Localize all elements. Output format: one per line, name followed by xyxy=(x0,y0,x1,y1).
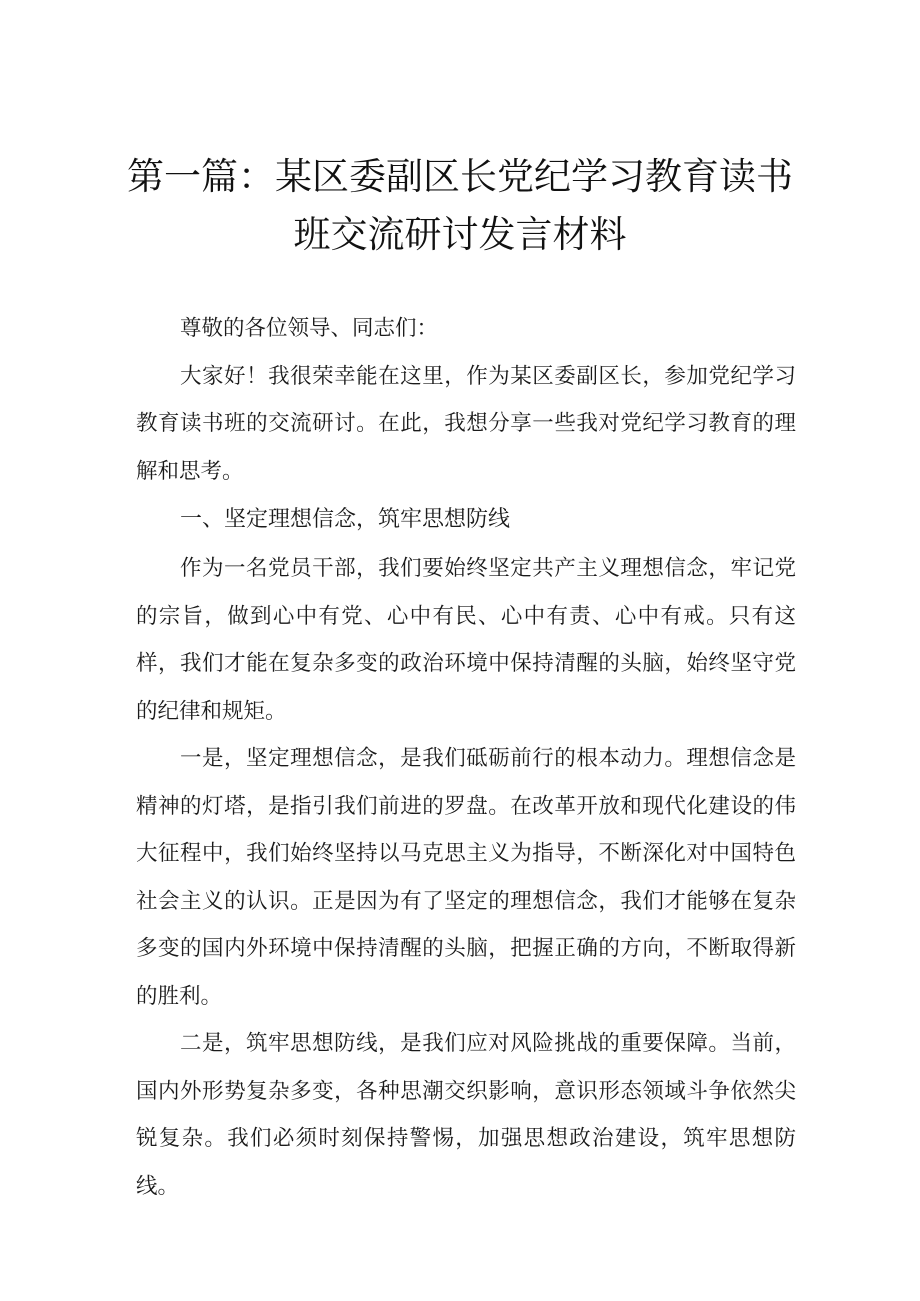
body-paragraph: 作为一名党员干部，我们要始终坚定共产主义理想信念，牢记党的宗旨，做到心中有党、心中有民、心中有责、心中有戒。只有这样，我们才能在复杂多变的政治环境中保持清醒的头脑，始终坚守党的纪律和规矩。 xyxy=(136,556,796,724)
title-line-1: 第一篇：某区委副区长党纪学习教育读书 xyxy=(127,155,793,198)
body-paragraph: 一是，坚定理想信念，是我们砥砺前行的根本动力。理想信念是精神的灯塔，是指引我们前进的罗盘。在改革开放和现代化建设的伟大征程中，我们始终坚持以马克思主义为指导，不断深化对中国特色社会主义的认识。正是因为有了坚定的理想信念，我们才能够在复杂多变的国内外环境中保持清醒的头脑，把握正确的方向，不断取得新的胜利。 xyxy=(136,746,796,1009)
document-body xyxy=(136,305,796,1210)
section-heading: 一、坚定理想信念，筑牢思想防线 xyxy=(180,507,511,532)
salutation: 尊敬的各位领导、同志们： xyxy=(180,316,439,341)
intro-paragraph: 大家好！我很荣幸能在这里，作为某区委副区长，参加党纪学习教育读书班的交流研讨。在此，我想分享一些我对党纪学习教育的理解和思考。 xyxy=(136,363,796,484)
document-title xyxy=(0,148,920,264)
title-line-2: 班交流研讨发言材料 xyxy=(293,213,627,256)
body-paragraph: 二是，筑牢思想防线，是我们应对风险挑战的重要保障。当前，国内外形势复杂多变，各种思潮交织影响，意识形态领域斗争依然尖锐复杂。我们必须时刻保持警惕，加强思想政治建设，筑牢思想防线。 xyxy=(136,1031,796,1199)
